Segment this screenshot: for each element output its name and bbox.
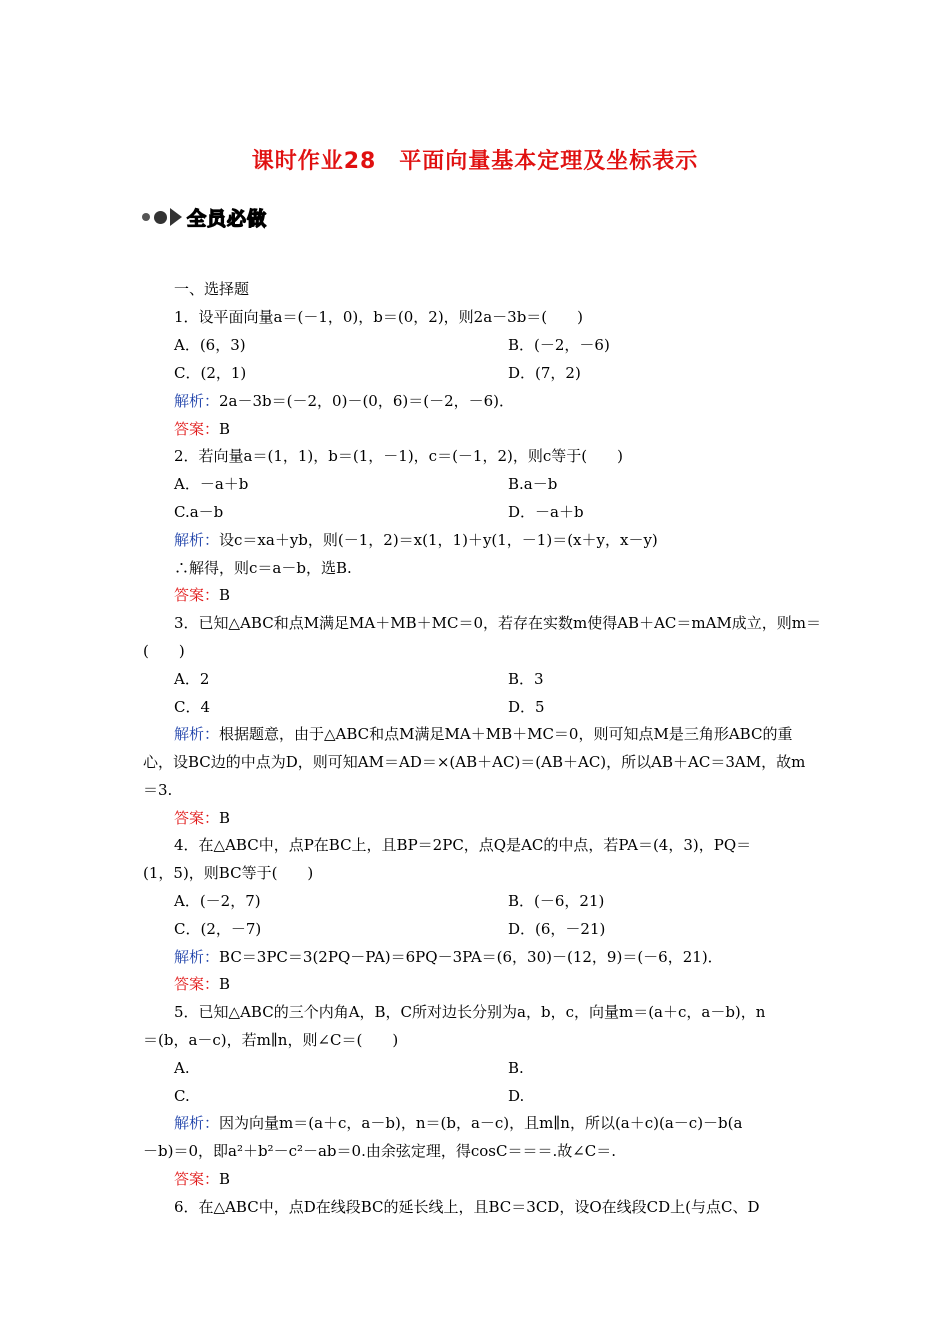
analysis-continued: 心，设BC边的中点为D，则可知AM＝AD＝×(AB＋AC)＝(AB＋AC)，所以AB＋AC＝3AM，故m <box>143 753 806 771</box>
analysis <box>174 947 723 967</box>
page-title: 课时作业28 平面向量基本定理及坐标表示 <box>251 149 699 174</box>
question-3: 3．已知△ABC和点M满足MA＋MB＋MC＝0，若存在实数m使得AB＋AC＝mAM成立，则m＝ <box>174 614 822 632</box>
option-d: D．－a＋b <box>508 503 584 521</box>
analysis-text: 设c＝xa＋yb，则(－1，2)＝x(1，1)＋y(1，－1)＝(x＋y，x－y) <box>219 531 658 549</box>
banner-title: 全员必做 <box>187 207 268 230</box>
answer-label: 答案： <box>174 1170 220 1188</box>
analysis <box>174 724 792 744</box>
answer <box>174 974 230 994</box>
option-b: B. <box>508 1059 524 1077</box>
section-heading: 一、选择题 <box>174 280 250 298</box>
option-b: B．3 <box>508 670 544 688</box>
analysis-label: 解析： <box>174 725 220 743</box>
option-c: C.a－b <box>174 503 224 521</box>
option-c: C．4 <box>174 698 211 716</box>
answer <box>174 1169 230 1189</box>
question-4-continued: (1，5)，则BC等于( ) <box>143 864 314 882</box>
analysis <box>174 1113 742 1133</box>
analysis-label: 解析： <box>174 392 220 410</box>
question-1: 1．设平面向量a＝(－1，0)，b＝(0，2)，则2a－3b＝( ) <box>174 308 584 326</box>
analysis-continued: ＝3. <box>143 781 173 799</box>
analysis-text: 因为向量m＝(a＋c，a－b)，n＝(b，a－c)，且m∥n，所以(a＋c)(a－c)－b(a <box>219 1114 743 1132</box>
answer <box>174 419 230 439</box>
small-dot-icon <box>142 213 150 221</box>
question-4: 4．在△ABC中，点P在BC上，且BP＝2PC，点Q是AC的中点，若PA＝(4，3)，PQ＝ <box>174 836 752 854</box>
answer-text: B <box>219 809 231 827</box>
analysis-label: 解析： <box>174 531 220 549</box>
option-a: A. <box>174 1059 190 1077</box>
analysis-label: 解析： <box>174 948 220 966</box>
answer <box>174 585 230 605</box>
option-d: D．(6，－21) <box>508 920 606 938</box>
option-c: C. <box>174 1087 190 1105</box>
answer-label: 答案： <box>174 420 220 438</box>
analysis-text: 根据题意，由于△ABC和点M满足MA＋MB＋MC＝0，则可知点M是三角形ABC的重 <box>219 725 793 743</box>
answer <box>174 808 230 828</box>
answer-label: 答案： <box>174 975 220 993</box>
answer-label: 答案： <box>174 586 220 604</box>
option-b: B.a－b <box>508 475 558 493</box>
option-a: A．(6，3) <box>174 336 246 354</box>
analysis-label: 解析： <box>174 1114 220 1132</box>
answer-text: B <box>219 420 231 438</box>
option-d: D．5 <box>508 698 545 716</box>
question-3-continued: ( ) <box>143 642 185 660</box>
answer-text: B <box>219 975 231 993</box>
answer-text: B <box>219 586 231 604</box>
question-6: 6．在△ABC中，点D在线段BC的延长线上，且BC＝3CD，设O在线段CD上(与点C、D <box>174 1198 760 1216</box>
option-b: B．(－2，－6) <box>508 336 610 354</box>
question-2: 2．若向量a＝(1，1)，b＝(1，－1)，c＝(－1，2)，则c等于( ) <box>174 447 623 465</box>
option-b: B．(－6，21) <box>508 892 605 910</box>
large-dot-icon <box>154 211 167 224</box>
arrow-icon <box>170 208 182 226</box>
answer-text: B <box>219 1170 231 1188</box>
analysis-continued: ∴解得，则c＝a－b，选B. <box>174 559 352 577</box>
option-a: A．2 <box>174 670 210 688</box>
option-d: D．(7，2) <box>508 364 581 382</box>
section-banner <box>142 202 267 232</box>
answer-label: 答案： <box>174 809 220 827</box>
analysis <box>174 391 514 411</box>
question-5: 5．已知△ABC的三个内角A，B，C所对边长分别为a，b，c，向量m＝(a＋c，a－b)，n <box>174 1003 766 1021</box>
analysis <box>174 530 658 550</box>
analysis-text: BC＝3PC＝3(2PQ－PA)＝6PQ－3PA＝(6，30)－(12，9)＝(－6，21)． <box>219 948 723 966</box>
option-c: C．(2，1) <box>174 364 247 382</box>
option-d: D. <box>508 1087 525 1105</box>
option-c: C．(2，－7) <box>174 920 262 938</box>
analysis-text: 2a－3b＝(－2，0)－(0，6)＝(－2，－6)． <box>219 392 515 410</box>
option-a: A．－a＋b <box>174 475 249 493</box>
option-a: A．(－2，7) <box>174 892 261 910</box>
analysis-continued: －b)＝0，即a²＋b²－c²－ab＝0.由余弦定理，得cosC＝＝＝.故∠C＝. <box>143 1142 617 1160</box>
question-5-continued: ＝(b，a－c)，若m∥n，则∠C＝( ) <box>143 1031 399 1049</box>
